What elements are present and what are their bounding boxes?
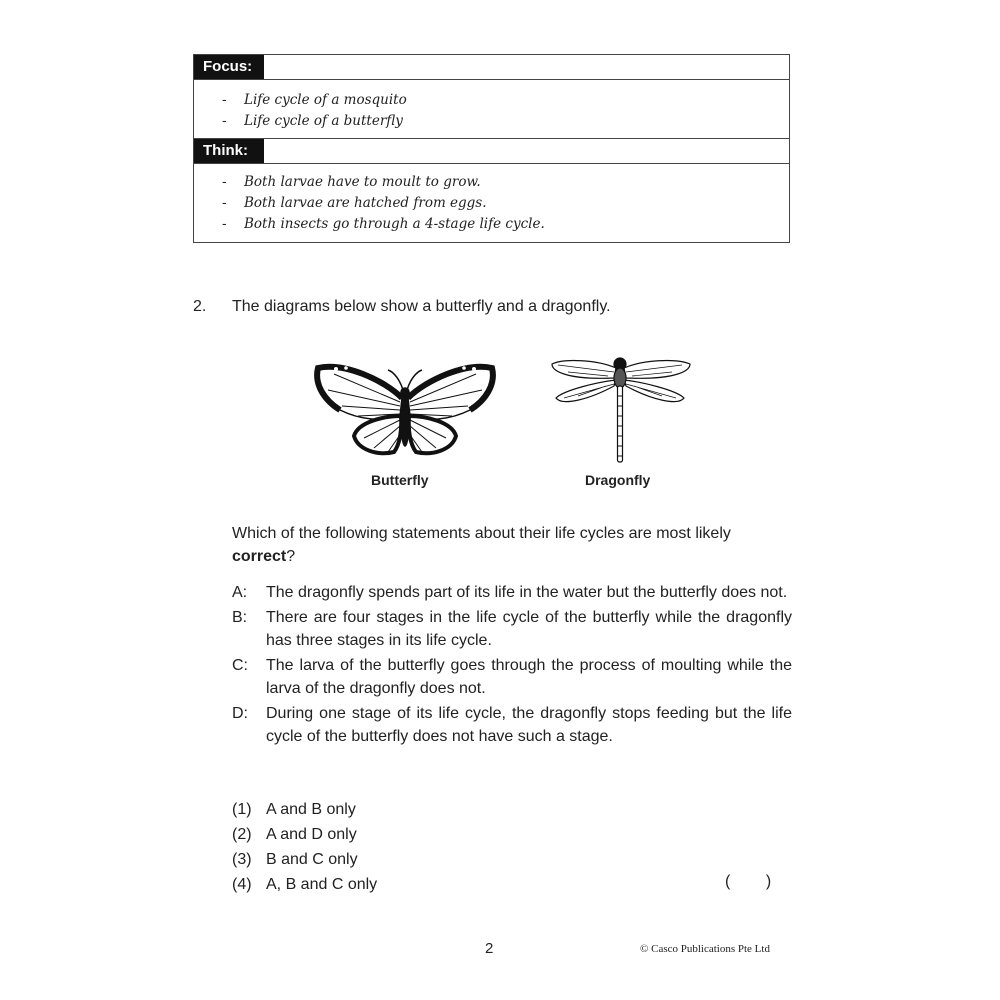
statement-letter: B:: [232, 609, 248, 626]
focus-item: - Life cycle of a butterfly: [194, 111, 789, 132]
choice-text: A and D only: [266, 826, 357, 843]
choice-text: B and C only: [266, 851, 358, 868]
think-item: - Both larvae have to moult to grow.: [194, 172, 789, 193]
statement-letter: D:: [232, 705, 248, 722]
statement-letter: C:: [232, 657, 248, 674]
butterfly-label: Butterfly: [371, 472, 429, 488]
think-item: - Both larvae are hatched from eggs.: [194, 193, 789, 214]
think-body: [194, 164, 789, 235]
prompt-end: ?: [286, 548, 296, 565]
choice-number: (2): [232, 826, 252, 843]
dragonfly-label: Dragonfly: [585, 472, 651, 488]
prompt-emphasis: correct: [232, 548, 287, 565]
statement-c: [232, 654, 792, 700]
focus-item: - Life cycle of a mosquito: [194, 90, 789, 111]
statement-letter: A:: [232, 584, 248, 601]
statement-b: [232, 606, 792, 652]
think-label: Think:: [194, 139, 264, 163]
choice-number: (1): [232, 801, 252, 818]
copyright-notice: © Casco Publications Pte Ltd: [640, 943, 770, 955]
think-item: - Both insects go through a 4-stage life cycle.: [194, 214, 789, 235]
focus-label: Focus:: [194, 55, 264, 79]
answer-bracket[interactable]: ( ): [725, 873, 772, 890]
think-header: [194, 139, 789, 164]
butterfly-illustration: [314, 360, 496, 460]
choice-text: A, B and C only: [266, 876, 378, 893]
statement-a: [232, 581, 792, 604]
statement-list: [232, 581, 792, 750]
statement-text: The larva of the butterfly goes through the process of moulting while the larva of the dragonfly does not.: [266, 657, 792, 697]
choice-number: (4): [232, 876, 252, 893]
statement-d: [232, 702, 792, 748]
question-intro-text: The diagrams below show a butterfly and a dragonfly.: [232, 298, 611, 315]
question-prompt: [232, 522, 792, 568]
choice-number: (3): [232, 851, 252, 868]
question-number: 2.: [193, 298, 207, 315]
focus-body: [194, 80, 789, 139]
choice-text: A and B only: [266, 801, 356, 818]
statement-text: During one stage of its life cycle, the dragonfly stops feeding but the life cycle of the butterfly does not have such a stage.: [266, 705, 792, 745]
focus-think-box: [193, 54, 790, 243]
statement-text: There are four stages in the life cycle of the butterfly while the dragonfly has three stages in its life cycle.: [266, 609, 792, 649]
prompt-text: Which of the following statements about their life cycles are most likely: [232, 525, 731, 542]
dragonfly-illustration: [548, 356, 694, 466]
focus-header: [194, 55, 789, 80]
page-number: 2: [485, 940, 494, 957]
statement-text: The dragonfly spends part of its life in the water but the butterfly does not.: [266, 584, 788, 601]
